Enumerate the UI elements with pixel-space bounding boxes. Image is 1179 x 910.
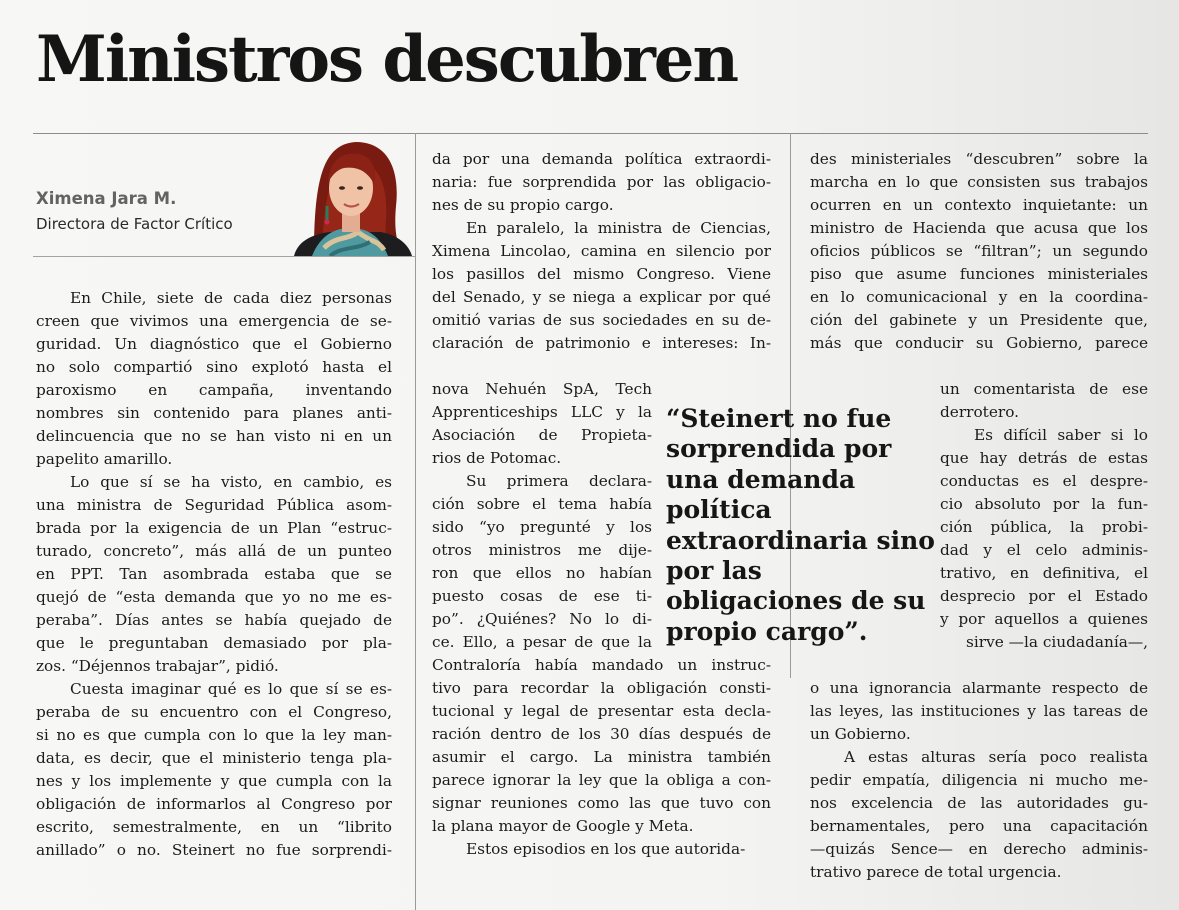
- article-line: En paralelo, la ministra de Ciencias,: [466, 219, 771, 237]
- article-line: y por aquellos a quienes: [940, 610, 1148, 628]
- article-line: nos excelencia de las autoridades gu-: [810, 794, 1148, 812]
- article-line: cio absoluto por la fun-: [940, 495, 1148, 513]
- article-column-3-top: [810, 148, 1148, 355]
- article-line: tucional y legal de presentar esta decla-: [432, 702, 771, 720]
- author-portrait-image: [284, 136, 414, 256]
- article-line: data, es decir, que el ministerio tenga pla-: [36, 749, 392, 767]
- article-line: ción pública, la probi-: [940, 518, 1148, 536]
- pull-quote: [666, 404, 936, 647]
- headline: Ministros descubren: [36, 22, 738, 97]
- article-line: naria: fue sorprendida por las obligacio-: [432, 173, 771, 191]
- column-divider: [415, 133, 416, 910]
- pull-quote-line: extraordinaria sino: [666, 525, 935, 555]
- article-line: conductas es el despre-: [940, 472, 1148, 490]
- article-line: zos. “Déjennos trabajar”, pidió.: [36, 657, 279, 675]
- article-line: peraba de su encuentro con el Congreso,: [36, 703, 392, 721]
- article-line: sido “yo pregunté y los: [432, 518, 652, 536]
- author-name: Ximena Jara M.: [36, 189, 177, 208]
- article-line: asumir el cargo. La ministra también: [432, 748, 771, 766]
- article-line: sirve —la ciudadanía—,: [966, 633, 1148, 651]
- article-line: que hay detrás de estas: [940, 449, 1148, 467]
- article-line: omitió varias de sus sociedades en su de-: [432, 311, 771, 329]
- article-column-2-middle: [432, 378, 652, 654]
- article-line: pedir empatía, diligencia ni mucho me-: [810, 771, 1148, 789]
- article-column-2-bottom: [432, 654, 771, 861]
- article-line: En Chile, siete de cada diez personas: [70, 289, 392, 307]
- article-line: marcha en lo que consisten sus trabajos: [810, 173, 1148, 191]
- article-line: en lo comunicacional y en la coordina-: [810, 288, 1148, 306]
- article-line: Ximena Lincolao, camina en silencio por: [432, 242, 771, 260]
- pull-quote-line: sorprendida por: [666, 434, 892, 464]
- article-line: ron que ellos no habían: [432, 564, 652, 582]
- article-line: ración dentro de los 30 días después de: [432, 725, 771, 743]
- author-role: Directora de Factor Crítico: [36, 215, 233, 233]
- article-line: Lo que sí se ha visto, en cambio, es: [70, 473, 392, 491]
- article-line: si no es que cumpla con lo que la ley man-: [36, 726, 392, 744]
- article-line: las leyes, las instituciones y las tareas de: [810, 702, 1148, 720]
- article-line: claración de patrimonio e intereses: In-: [432, 334, 771, 352]
- article-line: papelito amarillo.: [36, 450, 173, 468]
- article-line: Estos episodios en los que autorida-: [466, 840, 746, 858]
- article-line: los pasillos del mismo Congreso. Viene: [432, 265, 771, 283]
- article-line: bernamentales, pero una capacitación: [810, 817, 1148, 835]
- article-line: turado, concreto”, más allá de un punteo: [36, 542, 392, 560]
- article-line: obligación de informarlos al Congreso por: [36, 795, 392, 813]
- article-line: tivo para recordar la obligación consti-: [432, 679, 771, 697]
- article-column-1: [36, 287, 392, 862]
- article-line: un comentarista de ese: [940, 380, 1148, 398]
- article-line: nova Nehuén SpA, Tech: [432, 380, 652, 398]
- article-line: derrotero.: [940, 403, 1019, 421]
- article-line: ción sobre el tema había: [432, 495, 652, 513]
- article-line: piso que asume funciones ministeriales: [810, 265, 1148, 283]
- article-line: creen que vivimos una emergencia de se-: [36, 312, 392, 330]
- article-line: delincuencia que no se han visto ni en un: [36, 427, 392, 445]
- article-line: trativo, en definitiva, el: [940, 564, 1148, 582]
- article-column-3-bottom: [810, 677, 1148, 884]
- pull-quote-line: “Steinert no fue: [666, 404, 892, 433]
- article-line: o una ignorancia alarmante respecto de: [810, 679, 1148, 697]
- article-line: Asociación de Propieta-: [432, 426, 652, 444]
- pull-quote-line: política: [666, 495, 772, 525]
- article-column-2-top: [432, 148, 771, 355]
- article-line: paroxismo en campaña, inventando: [36, 381, 392, 399]
- article-line: brada por la exigencia de un Plan “estruc-: [36, 519, 392, 537]
- article-line: guridad. Un diagnóstico que el Gobierno: [36, 335, 392, 353]
- article-line: Contraloría había mandado un instruc-: [432, 656, 771, 674]
- article-line: escrito, semestralmente, en un “librito: [36, 818, 392, 836]
- article-line: signar reuniones como las que tuvo con: [432, 794, 771, 812]
- article-line: —quizás Sence— en derecho adminis-: [810, 840, 1148, 858]
- article-line: nes de su propio cargo.: [432, 196, 614, 214]
- article-line: rios de Potomac.: [432, 449, 562, 467]
- pull-quote-line: obligaciones de su: [666, 586, 926, 616]
- article-line: po”. ¿Quiénes? No lo di-: [432, 610, 652, 628]
- article-line: da por una demanda política extraordi-: [432, 150, 771, 168]
- article-line: des ministeriales “descubren” sobre la: [810, 150, 1148, 168]
- article-line: la plana mayor de Google y Meta.: [432, 817, 694, 835]
- article-line: A estas alturas sería poco realista: [844, 748, 1148, 766]
- article-line: Su primera declara-: [466, 472, 652, 490]
- article-column-3-middle: [940, 378, 1148, 654]
- article-line: nombres sin contenido para planes anti-: [36, 404, 392, 422]
- top-rule: [33, 133, 1148, 134]
- article-line: no solo compartió sino explotó hasta el: [36, 358, 392, 376]
- article-line: dad y el celo adminis-: [940, 541, 1148, 559]
- article-line: Apprenticeships LLC y la: [432, 403, 652, 421]
- article-line: oficios públicos se “filtran”; un segundo: [810, 242, 1148, 260]
- article-line: ción del gabinete y un Presidente que,: [810, 311, 1148, 329]
- article-line: un Gobierno.: [810, 725, 911, 743]
- article-line: más que conducir su Gobierno, parece: [810, 334, 1148, 352]
- article-line: ministro de Hacienda que acusa que los: [810, 219, 1148, 237]
- article-line: anillado” o no. Steinert no fue sorprendi-: [36, 841, 392, 859]
- article-line: del Senado, y se niega a explicar por qué: [432, 288, 771, 306]
- article-line: quejó de “esta demanda que yo no me es-: [36, 588, 392, 606]
- pull-quote-line: propio cargo”.: [666, 616, 868, 646]
- article-line: trativo parece de total urgencia.: [810, 863, 1062, 881]
- article-line: desprecio por el Estado: [940, 587, 1148, 605]
- article-line: en PPT. Tan asombrada estaba que se: [36, 565, 392, 583]
- article-line: nes y los implemente y que cumpla con la: [36, 772, 392, 790]
- article-line: puesto cosas de ese ti-: [432, 587, 652, 605]
- pull-quote-line: una demanda: [666, 464, 856, 494]
- article-line: una ministra de Seguridad Pública asom-: [36, 496, 392, 514]
- article-line: ocurren en un contexto inquietante: un: [810, 196, 1148, 214]
- article-line: Cuesta imaginar qué es lo que sí se es-: [70, 680, 392, 698]
- author-rule: [33, 256, 415, 257]
- article-line: que le preguntaban demasiado por pla-: [36, 634, 392, 652]
- article-line: parece ignorar la ley que la obliga a con-: [432, 771, 771, 789]
- article-line: peraba”. Días antes se había quejado de: [36, 611, 392, 629]
- article-line: otros ministros me dije-: [432, 541, 652, 559]
- article-line: Es difícil saber si lo: [974, 426, 1148, 444]
- author-photo: [284, 136, 414, 256]
- article-line: ce. Ello, a pesar de que la: [432, 633, 652, 651]
- pull-quote-line: por las: [666, 555, 762, 585]
